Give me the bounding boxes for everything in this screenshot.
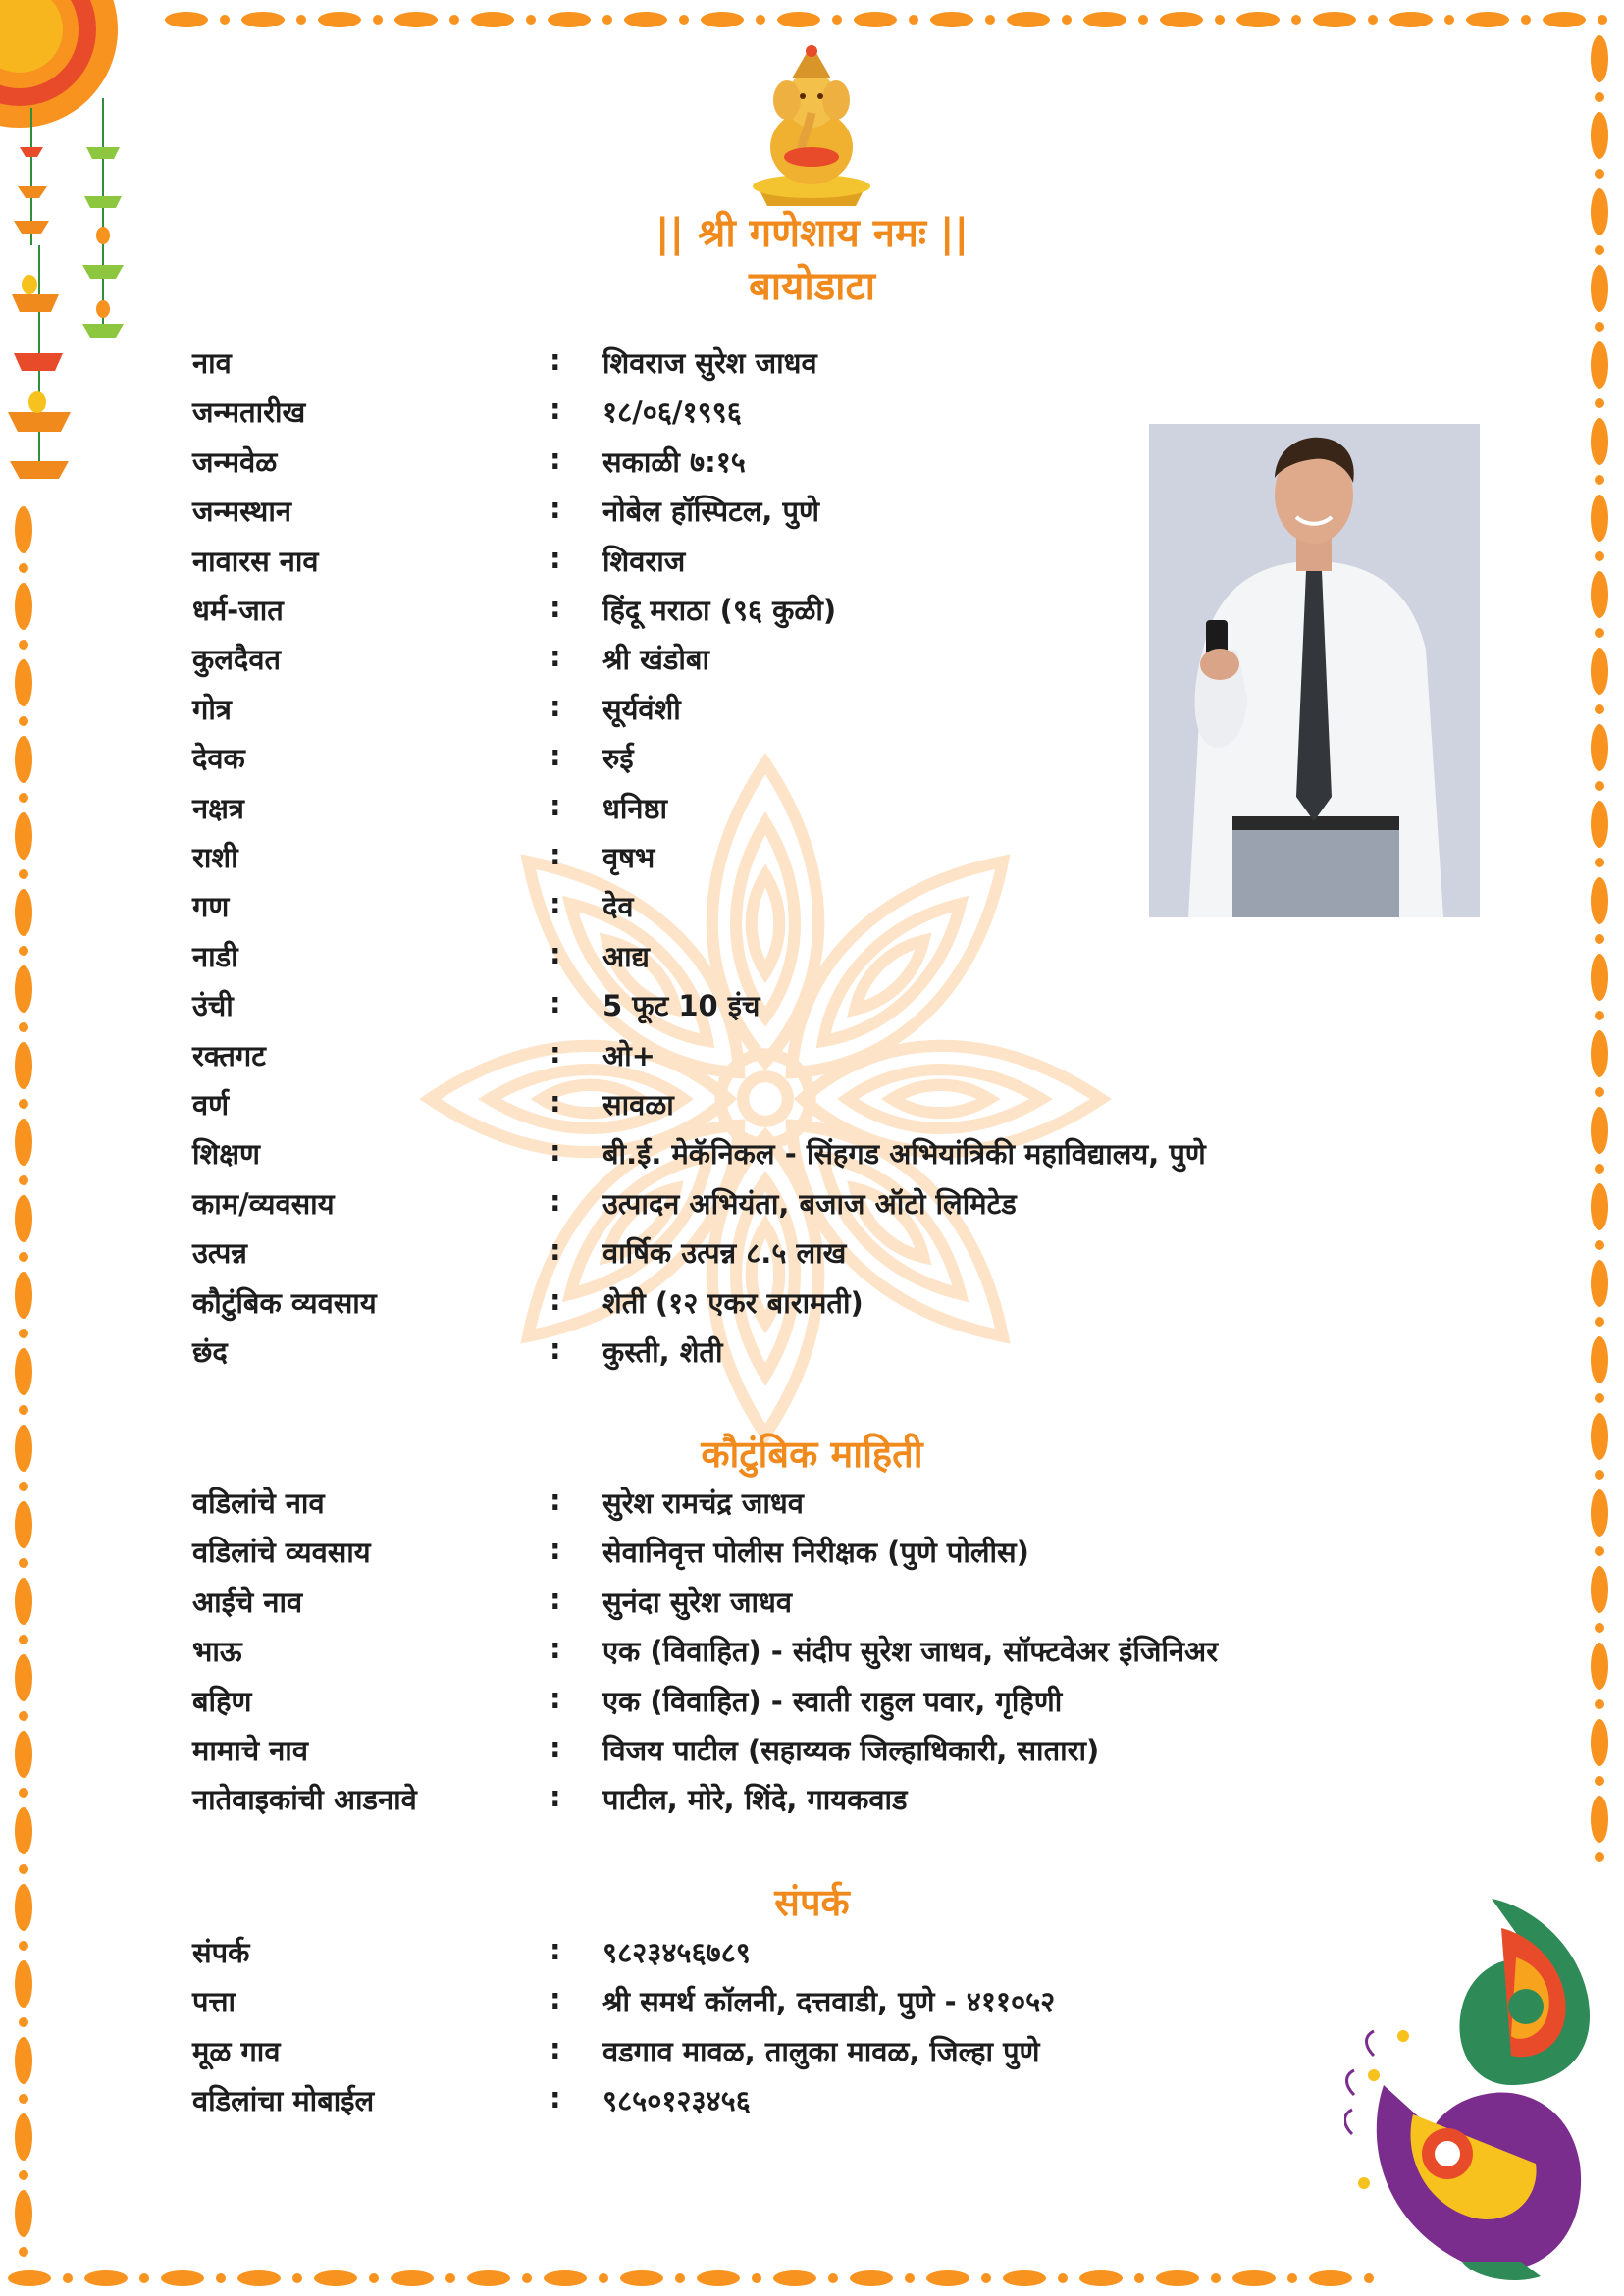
border-drop [15, 965, 32, 1013]
border-dot [19, 1788, 28, 1798]
personal-label: कुलदैवत [192, 643, 281, 677]
border-drop [394, 12, 438, 27]
border-dot [19, 563, 28, 573]
separator-colon: : [550, 2031, 561, 2065]
personal-value: ओ+ [602, 1038, 655, 1072]
border-drop [15, 1119, 32, 1166]
separator-colon: : [550, 1982, 561, 2016]
border-dot [1215, 15, 1225, 25]
separator-colon: : [550, 1780, 561, 1814]
personal-value: १८/०६/१९९६ [602, 395, 742, 430]
personal-row [192, 1332, 1448, 1376]
separator-colon: : [550, 1035, 561, 1070]
personal-value: श्री खंडोबा [602, 643, 709, 677]
personal-label: धर्म-जात [192, 594, 284, 627]
border-dot [1595, 1623, 1604, 1633]
personal-label: जन्मवेळ [192, 444, 278, 479]
border-dot [296, 15, 306, 25]
personal-value: नोबेल हॉस्पिटल, पुणे [602, 495, 819, 529]
border-drop [697, 2270, 740, 2286]
personal-row [192, 986, 1448, 1029]
border-drop [1466, 12, 1509, 27]
border-drop [1313, 12, 1356, 27]
personal-value: धनिष्ठा [602, 791, 668, 825]
border-dot [19, 946, 28, 956]
personal-row [192, 1134, 1448, 1177]
border-dot [19, 1405, 28, 1415]
family-label: भाऊ [192, 1635, 242, 1669]
border-dot [675, 2273, 685, 2283]
personal-value: शिवराज [602, 544, 686, 578]
separator-colon: : [550, 1233, 561, 1268]
separator-colon: : [550, 541, 561, 575]
separator-colon: : [550, 1582, 561, 1616]
family-row [192, 1583, 1448, 1626]
border-dot [19, 1175, 28, 1185]
personal-row [192, 1184, 1448, 1227]
separator-colon: : [550, 492, 561, 526]
border-dot [1595, 1011, 1604, 1020]
personal-label: काम/व्यवसाय [192, 1186, 335, 1221]
border-dot [1595, 704, 1604, 714]
border-dot [19, 1558, 28, 1568]
border-dot [373, 15, 383, 25]
border-drop [391, 2270, 434, 2286]
border-dot [1058, 2273, 1068, 2283]
border-dot [1287, 2273, 1297, 2283]
border-dot [19, 793, 28, 803]
personal-row [192, 1233, 1448, 1277]
border-dot [1595, 934, 1604, 944]
separator-colon: : [550, 1484, 561, 1517]
border-dot [1595, 628, 1604, 638]
border-drop [15, 2190, 32, 2237]
contact-row [192, 2081, 1448, 2124]
contact-value: श्री समर्थ कॉलनी, दत्तवाडी, पुणे - ४११०५२ [602, 1985, 1056, 2019]
border-dot [1595, 1164, 1604, 1174]
border-dot [216, 2273, 226, 2283]
border-dot [449, 15, 459, 25]
border-drop [1591, 1336, 1608, 1383]
contact-label: वडिलांचा मोबाईल [192, 2084, 375, 2118]
personal-label: शिक्षण [192, 1137, 260, 1172]
contact-value: वडगाव मावळ, तालुका मावळ, जिल्हा पुणे [602, 2034, 1040, 2068]
border-dot [19, 1941, 28, 1951]
border-dot [1595, 92, 1604, 102]
border-dot [1595, 322, 1604, 332]
personal-label: जन्मस्थान [192, 495, 291, 529]
border-dot [220, 15, 230, 25]
border-drop [241, 12, 285, 27]
contact-row [192, 1982, 1448, 2025]
border-drop [1591, 954, 1608, 1001]
border-drop [1591, 724, 1608, 771]
border-dot [19, 640, 28, 650]
separator-colon: : [550, 1681, 561, 1715]
contact-label: मूळ गाव [192, 2034, 281, 2068]
border-dot [522, 2273, 532, 2283]
border-drop [1591, 801, 1608, 848]
border-drop [15, 1501, 32, 1548]
border-dot [828, 2273, 838, 2283]
border-dot [1595, 1776, 1604, 1786]
separator-colon: : [550, 1134, 561, 1169]
personal-value: वार्षिक उत्पन्न ८.५ लाख [602, 1236, 847, 1271]
border-drop [15, 812, 32, 860]
border-drop [15, 1578, 32, 1625]
family-value: सुरेश रामचंद्र जाधव [602, 1487, 804, 1520]
border-dot [1062, 15, 1072, 25]
border-drop [15, 1272, 32, 1319]
separator-colon: : [550, 1731, 561, 1764]
border-drop [1156, 2270, 1199, 2286]
personal-row [192, 937, 1448, 980]
separator-colon: : [550, 936, 561, 970]
personal-row [192, 1036, 1448, 1079]
border-dot [981, 2273, 991, 2283]
contact-value: ९८५०१२३४५६ [602, 2084, 751, 2118]
personal-label: नावारस नाव [192, 544, 319, 578]
separator-colon: : [550, 392, 561, 427]
family-value: पाटील, मोरे, शिंदे, गायकवाड [602, 1783, 908, 1817]
personal-value: शेती (१२ एकर बारामती) [602, 1285, 864, 1320]
border-dot [1598, 15, 1607, 25]
border-drop [15, 1654, 32, 1701]
separator-colon: : [550, 343, 561, 377]
border-drop [930, 12, 973, 27]
border-drop [15, 889, 32, 936]
profile-photo [1149, 424, 1480, 917]
border-drop [1591, 112, 1608, 159]
border-drop [15, 2113, 32, 2161]
border-dot [1595, 551, 1604, 561]
border-drop [1591, 877, 1608, 924]
border-drop [620, 2270, 663, 2286]
border-drop [1591, 1719, 1608, 1766]
family-row [192, 1731, 1448, 1774]
border-dot [1595, 169, 1604, 179]
contact-label: पत्ता [192, 1985, 236, 2019]
border-drop [15, 1348, 32, 1395]
border-dot [1291, 15, 1301, 25]
border-dot [19, 869, 28, 879]
family-label: बहिण [192, 1684, 252, 1718]
border-drop [1591, 35, 1608, 82]
personal-value: 5 फूट 10 इंच [602, 989, 760, 1023]
personal-value: देव [602, 890, 634, 924]
border-drop [471, 12, 514, 27]
border-dot [1595, 1852, 1604, 1862]
border-dot [1595, 1087, 1604, 1097]
border-drop [1591, 1643, 1608, 1690]
personal-row [192, 1085, 1448, 1128]
border-drop [15, 583, 32, 630]
border-dot [19, 1099, 28, 1109]
border-drop [1083, 12, 1126, 27]
border-dot [19, 2094, 28, 2104]
separator-colon: : [550, 689, 561, 723]
personal-value: हिंदू मराठा (९६ कुळी) [602, 594, 837, 627]
border-drop [1232, 2270, 1276, 2286]
border-dot [1211, 2273, 1221, 2283]
border-dot [19, 1635, 28, 1644]
border-dot [292, 2273, 302, 2283]
family-label: नातेवाइकांची आडनावे [192, 1783, 417, 1817]
separator-colon: : [550, 1632, 561, 1666]
personal-label: उंची [192, 989, 234, 1023]
border-drop [548, 12, 591, 27]
border-dot [1595, 781, 1604, 791]
personal-label: नाडी [192, 939, 238, 973]
border-drop [15, 1731, 32, 1778]
border-dot [1595, 1393, 1604, 1403]
border-dot [985, 15, 995, 25]
personal-label: कौटुंबिक व्यवसाय [192, 1285, 377, 1320]
border-drop [8, 2270, 51, 2286]
border-drop [15, 1807, 32, 1854]
border-dot [1595, 1317, 1604, 1327]
invocation-heading: || श्री गणेशाय नमः || [655, 211, 969, 256]
border-drop [1003, 2270, 1046, 2286]
border-drop [1079, 2270, 1123, 2286]
border-drop [15, 1960, 32, 2008]
personal-value: शिवराज सुरेश जाधव [602, 346, 817, 380]
border-drop [1591, 495, 1608, 542]
border-dot [19, 1022, 28, 1032]
border-drop [15, 2037, 32, 2084]
border-dot [1595, 1546, 1604, 1556]
border-dot [19, 2017, 28, 2027]
border-drop [777, 12, 820, 27]
personal-value: आद्य [602, 939, 650, 973]
border-drop [1591, 571, 1608, 618]
border-drop [701, 12, 744, 27]
border-drop [1236, 12, 1280, 27]
border-dot [19, 1482, 28, 1491]
border-drop [1591, 1030, 1608, 1077]
contact-row [192, 2032, 1448, 2075]
personal-label: उत्पन्न [192, 1236, 247, 1271]
family-row [192, 1484, 1448, 1527]
border-drop [1389, 12, 1433, 27]
border-drop [318, 12, 361, 27]
border-drop [624, 12, 667, 27]
separator-colon: : [550, 591, 561, 624]
border-dot [369, 2273, 379, 2283]
border-dot [445, 2273, 455, 2283]
personal-value: रुई [602, 742, 634, 776]
border-dot [1595, 475, 1604, 485]
border-drop [15, 1042, 32, 1089]
border-drop [850, 2270, 893, 2286]
personal-value: बी.ई. मेकॅनिकल - सिंहगड अभियांत्रिकी महाविद्यालय, पुणे [602, 1137, 1206, 1172]
family-value: एक (विवाहित) - स्वाती राहुल पवार, गृहिणी [602, 1684, 1063, 1718]
contact-label: संपर्क [192, 1936, 250, 1969]
border-dot [909, 15, 918, 25]
border-drop [1591, 341, 1608, 389]
family-label: वडिलांचे नाव [192, 1487, 325, 1520]
separator-colon: : [550, 1282, 561, 1317]
border-drop [15, 506, 32, 553]
personal-value: उत्पादन अभियंता, बजाज ऑटो लिमिटेड [602, 1186, 1017, 1221]
border-dot [1134, 2273, 1144, 2283]
border-drop [1591, 1260, 1608, 1307]
contact-row [192, 1933, 1448, 1976]
personal-label: राशी [192, 841, 238, 874]
separator-colon: : [550, 1533, 561, 1567]
personal-label: देवक [192, 742, 245, 776]
separator-colon: : [550, 1933, 561, 1966]
page-title: बायोडाटा [748, 264, 876, 309]
personal-label: रक्तगट [192, 1038, 266, 1072]
border-drop [1591, 1566, 1608, 1613]
border-drop [467, 2270, 510, 2286]
border-drop [1591, 1796, 1608, 1843]
personal-label: जन्मतारीख [192, 395, 306, 430]
border-drop [1591, 648, 1608, 695]
family-row [192, 1780, 1448, 1823]
border-drop [161, 2270, 204, 2286]
separator-colon: : [550, 739, 561, 773]
family-value: विजय पाटील (सहाय्यक जिल्हाधिकारी, सातारा) [602, 1734, 1100, 1767]
border-dot [19, 1711, 28, 1721]
contact-section-title: संपर्क [774, 1881, 850, 1924]
border-drop [1160, 12, 1203, 27]
border-dot [905, 2273, 915, 2283]
personal-row [192, 1283, 1448, 1327]
border-dot [1595, 1240, 1604, 1250]
border-drop [84, 2270, 128, 2286]
family-label: वडिलांचे व्यवसाय [192, 1536, 371, 1570]
separator-colon: : [550, 1183, 561, 1218]
border-dot [679, 15, 689, 25]
personal-label: नक्षत्र [192, 791, 244, 825]
personal-label: गण [192, 890, 230, 924]
border-drop [1543, 12, 1586, 27]
separator-colon: : [550, 1085, 561, 1119]
border-drop [165, 12, 208, 27]
border-dot [1521, 15, 1531, 25]
border-dot [19, 1252, 28, 1262]
border-dot [1595, 1699, 1604, 1709]
border-dot [1595, 398, 1604, 408]
border-dot [1595, 858, 1604, 867]
border-drop [237, 2270, 281, 2286]
border-dot [526, 15, 536, 25]
separator-colon: : [550, 2081, 561, 2115]
personal-value: सावळा [602, 1088, 674, 1122]
border-dot [19, 1864, 28, 1874]
border-drop [1591, 1107, 1608, 1154]
separator-colon: : [550, 640, 561, 674]
border-dot [599, 2273, 608, 2283]
border-dot [19, 1329, 28, 1338]
family-row [192, 1682, 1448, 1725]
personal-label: वर्ण [192, 1088, 230, 1122]
family-row [192, 1533, 1448, 1576]
border-drop [1591, 1183, 1608, 1230]
family-label: मामाचे नाव [192, 1734, 308, 1767]
personal-value: वृषभ [602, 841, 655, 874]
border-drop [1007, 12, 1050, 27]
ganesha-icon [738, 39, 885, 211]
border-drop [854, 12, 897, 27]
border-drop [1591, 418, 1608, 465]
personal-value: कुस्ती, शेती [602, 1335, 723, 1369]
border-drop [1591, 1489, 1608, 1537]
border-dot [63, 2273, 73, 2283]
separator-colon: : [550, 788, 561, 822]
border-dot [752, 2273, 761, 2283]
border-drop [15, 1195, 32, 1242]
separator-colon: : [550, 887, 561, 921]
border-drop [15, 736, 32, 783]
family-row [192, 1632, 1448, 1675]
border-drop [544, 2270, 587, 2286]
family-label: आईचे नाव [192, 1585, 303, 1619]
family-section-title: कौटुंबिक माहिती [701, 1433, 923, 1476]
border-dot [1138, 15, 1148, 25]
family-value: सेवानिवृत्त पोलीस निरीक्षक (पुणे पोलीस) [602, 1536, 1029, 1570]
family-value: सुनंदा सुरेश जाधव [602, 1585, 792, 1619]
separator-colon: : [550, 1332, 561, 1366]
border-dot [19, 716, 28, 726]
personal-row [192, 343, 1448, 387]
separator-colon: : [550, 838, 561, 871]
border-dot [832, 15, 842, 25]
border-dot [1444, 15, 1454, 25]
border-dot [602, 15, 612, 25]
border-drop [15, 659, 32, 706]
border-dot [1368, 15, 1378, 25]
separator-colon: : [550, 442, 561, 476]
separator-colon: : [550, 986, 561, 1020]
personal-value: सकाळी ७:१५ [602, 444, 746, 479]
border-dot [19, 2247, 28, 2257]
personal-label: गोत्र [192, 692, 232, 726]
border-drop [314, 2270, 357, 2286]
border-drop [926, 2270, 969, 2286]
personal-label: छंद [192, 1335, 228, 1369]
border-dot [19, 2170, 28, 2180]
peacock-decoration [1344, 1889, 1614, 2291]
contact-value: ९८२३४५६७८९ [602, 1936, 751, 1969]
personal-value: सूर्यवंशी [602, 692, 681, 726]
border-dot [756, 15, 765, 25]
family-value: एक (विवाहित) - संदीप सुरेश जाधव, सॉफ्टवेअर इंजिनिअर [602, 1635, 1219, 1669]
personal-label: नाव [192, 346, 232, 380]
border-drop [773, 2270, 816, 2286]
border-dot [139, 2273, 149, 2283]
